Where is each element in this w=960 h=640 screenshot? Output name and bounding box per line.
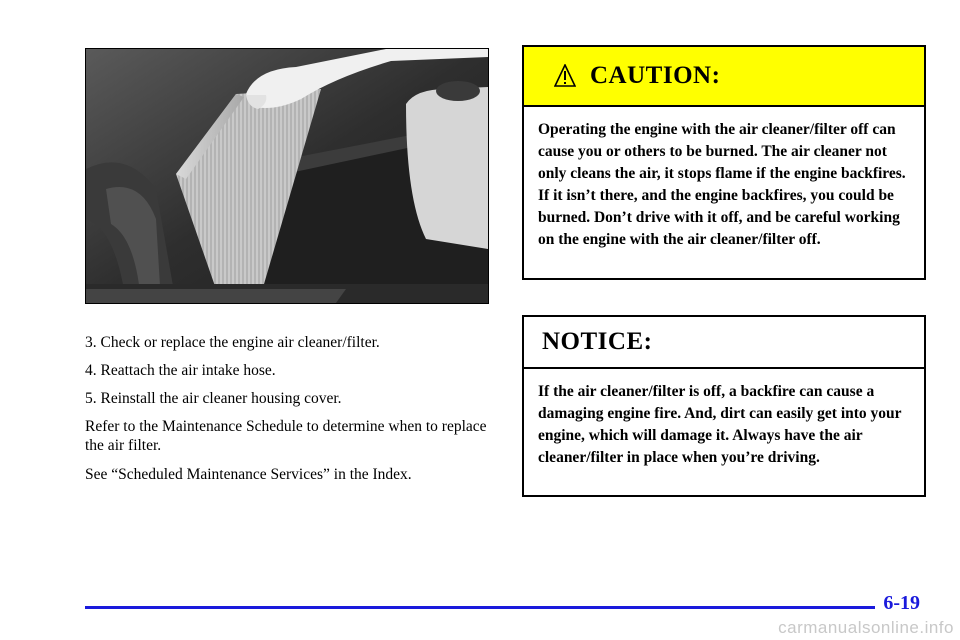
index-reference-paragraph: See “Scheduled Maintenance Services” in the Index. [85,466,412,483]
notice-box [522,315,926,497]
caution-text: Operating the engine with the air cleaner/filter off can cause you or others to be burned. The air cleaner not only cleans the air, it stops flame if the engine backfires. If it isn’t there, and the engine backfires, you could be burned. Don’t drive with it off, and be careful working on the engine with the air cleaner/filter off. [538,121,906,248]
step-3: 3. Check or replace the engine air cleaner/filter. [85,334,380,351]
watermark: carmanualsonline.info [778,618,954,637]
notice-title: NOTICE: [542,328,653,355]
step-4: 4. Reattach the air intake hose. [85,362,276,379]
air-filter-photo [85,48,489,304]
footer-rule [85,606,875,609]
instructions [85,333,497,494]
notice-text: If the air cleaner/filter is off, a backfire can cause a damaging engine fire. And, dirt can easily get into your engine, which will damage it. Always have the air cleaner/filter in place when you’re driving. [538,383,902,466]
warning-triangle-icon [554,64,576,88]
air-filter-illustration [86,49,488,303]
step-5: 5. Reinstall the air cleaner housing cover. [85,390,342,407]
page-number: 6-19 [883,592,920,614]
caution-header [524,47,924,107]
caution-title: CAUTION: [590,62,721,89]
notice-header [524,317,924,369]
caution-box [522,45,926,280]
maintenance-schedule-paragraph: Refer to the Maintenance Schedule to determine when to replace the air filter. [85,418,487,454]
